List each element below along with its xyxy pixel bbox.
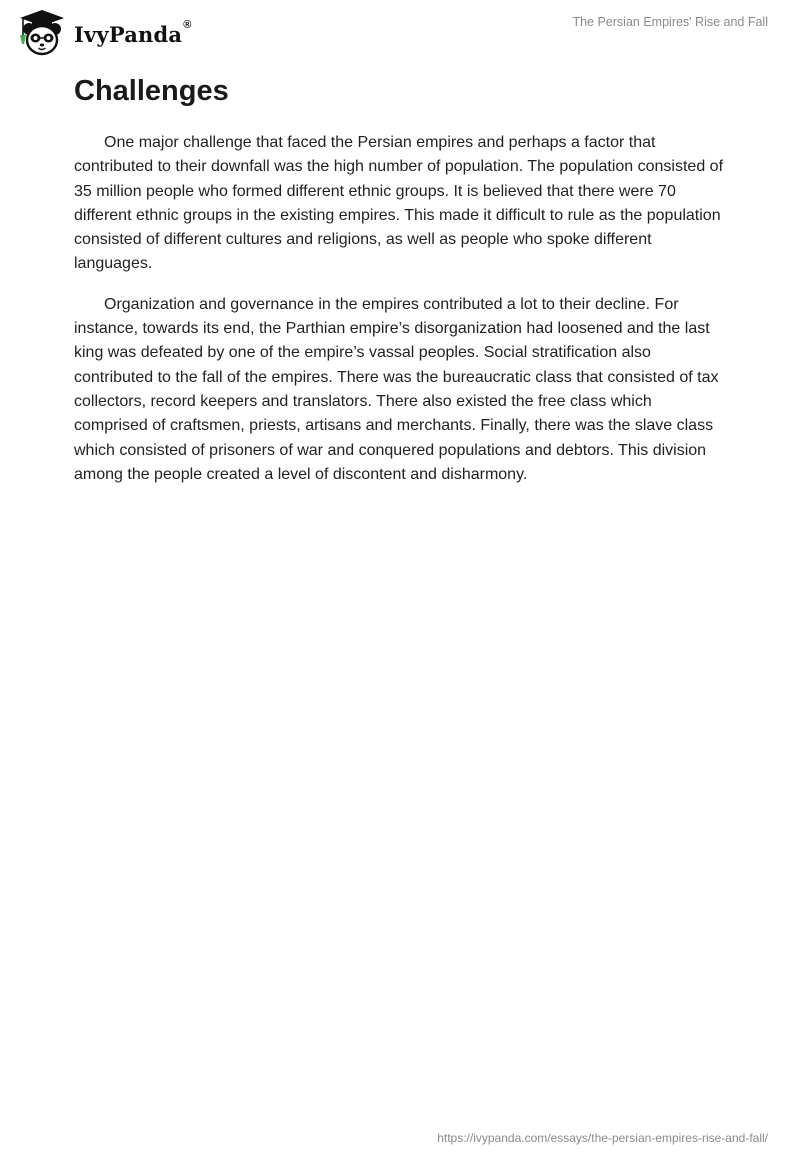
paragraph-1: One major challenge that faced the Persian empires and perhaps a factor that contributed to their downfall was the high number of population. The population consisted of 35 million people who formed different ethnic groups. It is believed that there were 70 different ethnic groups in the existing empires. This made it difficult to rule as the population consisted of different cultures and religions, as well as people who spoke different languages. xyxy=(74,134,724,273)
logo-text: IvyPanda® xyxy=(74,18,192,47)
footer-source-url[interactable]: https://ivypanda.com/essays/the-persian-empires-rise-and-fall/ xyxy=(437,1131,768,1145)
document-title: The Persian Empires' Rise and Fall xyxy=(572,15,768,29)
paragraph-2: Organization and governance in the empires contributed a lot to their decline. For instance, towards its end, the Parthian empire’s disorganization had loosened and the last king was defeated by one of the empire’s vassal peoples. Social stratification also contributed to the fall of the empires. There was the bureaucratic class that consisted of tax collectors, record keepers and translators. There also existed the free class which comprised of craftsmen, priests, artisans and merchants. Finally, there was the slave class which consisted of prisoners of war and conquered populations and debtors. This division among the people created a level of discontent and disharmony. xyxy=(74,295,719,483)
essay-content xyxy=(74,72,726,503)
registered-mark: ® xyxy=(183,18,192,31)
page-header xyxy=(0,0,800,70)
panda-graduate-logo-icon xyxy=(14,8,70,58)
ivypanda-logo[interactable] xyxy=(14,8,192,58)
section-heading: Challenges xyxy=(74,75,229,107)
